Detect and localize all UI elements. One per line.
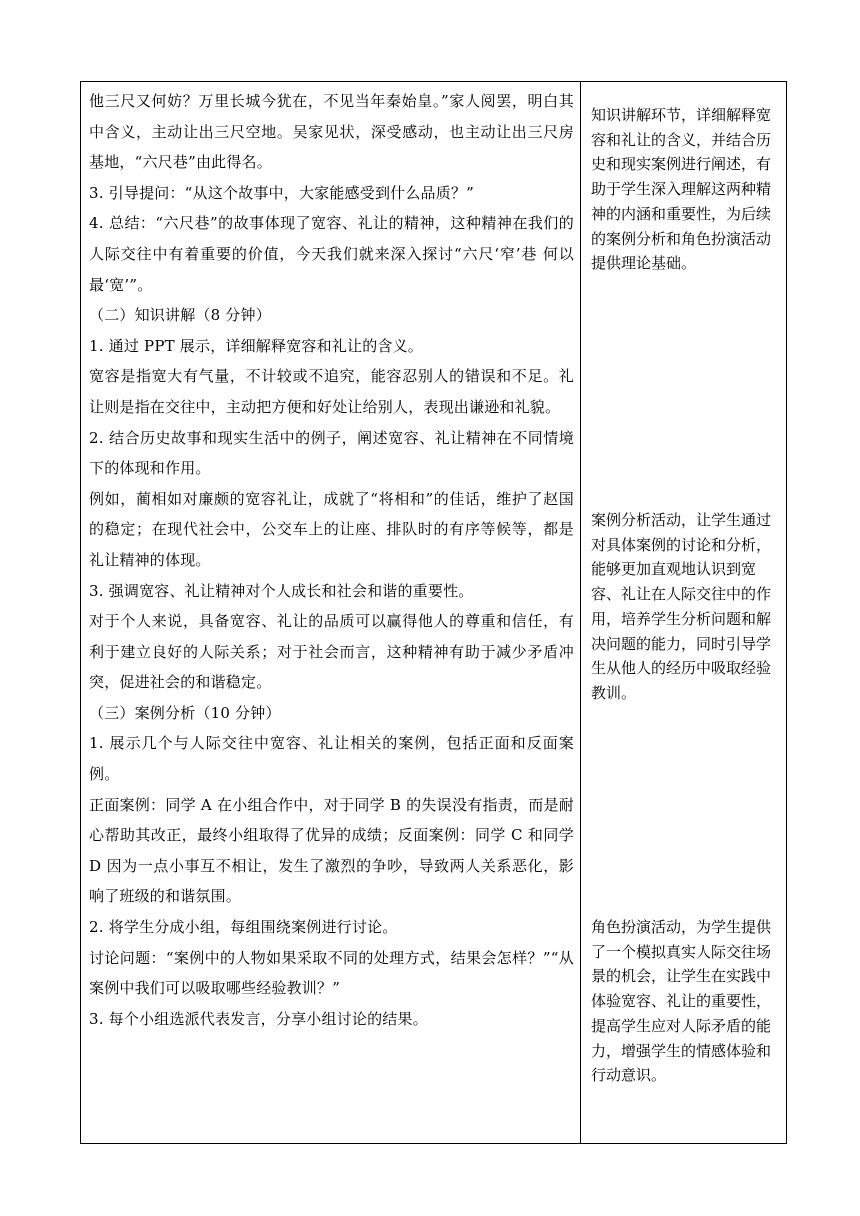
case-examples-paragraph: 正面案例：同学 A 在小组合作中，对于同学 B 的失误没有指责，而是耐心帮助其改正，最终小组取得了优异的成绩；反面案例：同学 C 和同学 D 因为一点小事互不相让，发生了激烈的争吵，导致两人关系恶化，影响了班级的和谐氛围。 [89, 795, 574, 906]
design-note-text: 角色扮演活动，为学生提供了一个模拟真实人际交往场景的机会，让学生在实践中体验宽容、礼让的重要性，提高学生应对人际矛盾的能力，增强学生的情感体验和行动意识。 [591, 918, 772, 1085]
definition-paragraph: 宽容是指宽大有气量，不计较或不追究，能容忍别人的错误和不足。礼让则是指在交往中，主动把方便和好处让给别人，表现出谦逊和礼貌。 [89, 367, 574, 416]
design-note-case-analysis [591, 508, 782, 706]
knowledge-step-2: 2. 结合历史故事和现实生活中的例子，阐述宽容、礼让精神在不同情境下的体现和作用。 [89, 428, 574, 478]
discussion-questions-paragraph: 讨论问题：“案例中的人物如果采取不同的处理方式，结果会怎样？”“从案例中我们可以吸取哪些经验教训？” [89, 948, 574, 998]
design-note-role-play [591, 915, 782, 1088]
teaching-process-cell [81, 82, 581, 1144]
design-note-text: 案例分析活动，让学生通过对具体案例的讨论和分析，能够更加直观地认识到宽容、礼让在人际交往中的作用，培养学生分析问题和解决问题的能力，同时引导学生从他人的经历中吸取经验教训。 [591, 511, 772, 702]
knowledge-step-1: 1. 通过 PPT 展示，详细解释宽容和礼让的含义。 [89, 336, 424, 355]
section-heading-case-analysis: （三）案例分析（10 分钟） [89, 703, 281, 722]
lesson-plan-table [80, 81, 787, 1144]
case-step-1: 1. 展示几个与人际交往中宽容、礼让相关的案例，包括正面和反面案例。 [89, 734, 574, 784]
summary-paragraph: 4. 总结：“六尺巷”的故事体现了宽容、礼让的精神，这种精神在我们的人际交往中有着重要的价值，今天我们就来深入探讨“六尺‘窄’巷 何以最‘宽’”。 [89, 214, 574, 294]
table-row [81, 82, 787, 1144]
story-ending-paragraph: 他三尺又何妨？万里长城今犹在，不见当年秦始皇。”家人阅罢，明白其中含义，主动让出三尺空地。吴家见状，深受感动，也主动让出三尺房基地，“六尺巷”由此得名。 [89, 92, 574, 172]
importance-paragraph: 对于个人来说，具备宽容、礼让的品质可以赢得他人的尊重和信任，有利于建立良好的人际关系；对于社会而言，这种精神有助于减少矛盾冲突，促进社会的和谐稳定。 [89, 612, 574, 692]
guiding-question-paragraph: 3. 引导提问：“从这个故事中，大家能感受到什么品质？” [89, 183, 475, 202]
knowledge-step-3: 3. 强调宽容、礼让精神对个人成长和社会和谐的重要性。 [89, 581, 474, 600]
case-step-3: 3. 每个小组选派代表发言，分享小组讨论的结果。 [89, 1009, 428, 1028]
design-note-knowledge [591, 103, 782, 276]
case-step-2: 2. 将学生分成小组，每组围绕案例进行讨论。 [89, 918, 398, 937]
design-note-text: 知识讲解环节，详细解释宽容和礼让的含义，并结合历史和现实案例进行阐述，有助于学生深入理解这两种精神的内涵和重要性，为后续的案例分析和角色扮演活动提供理论基础。 [591, 106, 772, 273]
design-intent-cell [581, 82, 787, 1144]
example-paragraph: 例如，蔺相如对廉颇的宽容礼让，成就了“将相和”的佳话，维护了赵国的稳定；在现代社会中，公交车上的让座、排队时的有序等候等，都是礼让精神的体现。 [89, 489, 574, 569]
section-heading-knowledge: （二）知识讲解（8 分钟） [89, 306, 271, 325]
